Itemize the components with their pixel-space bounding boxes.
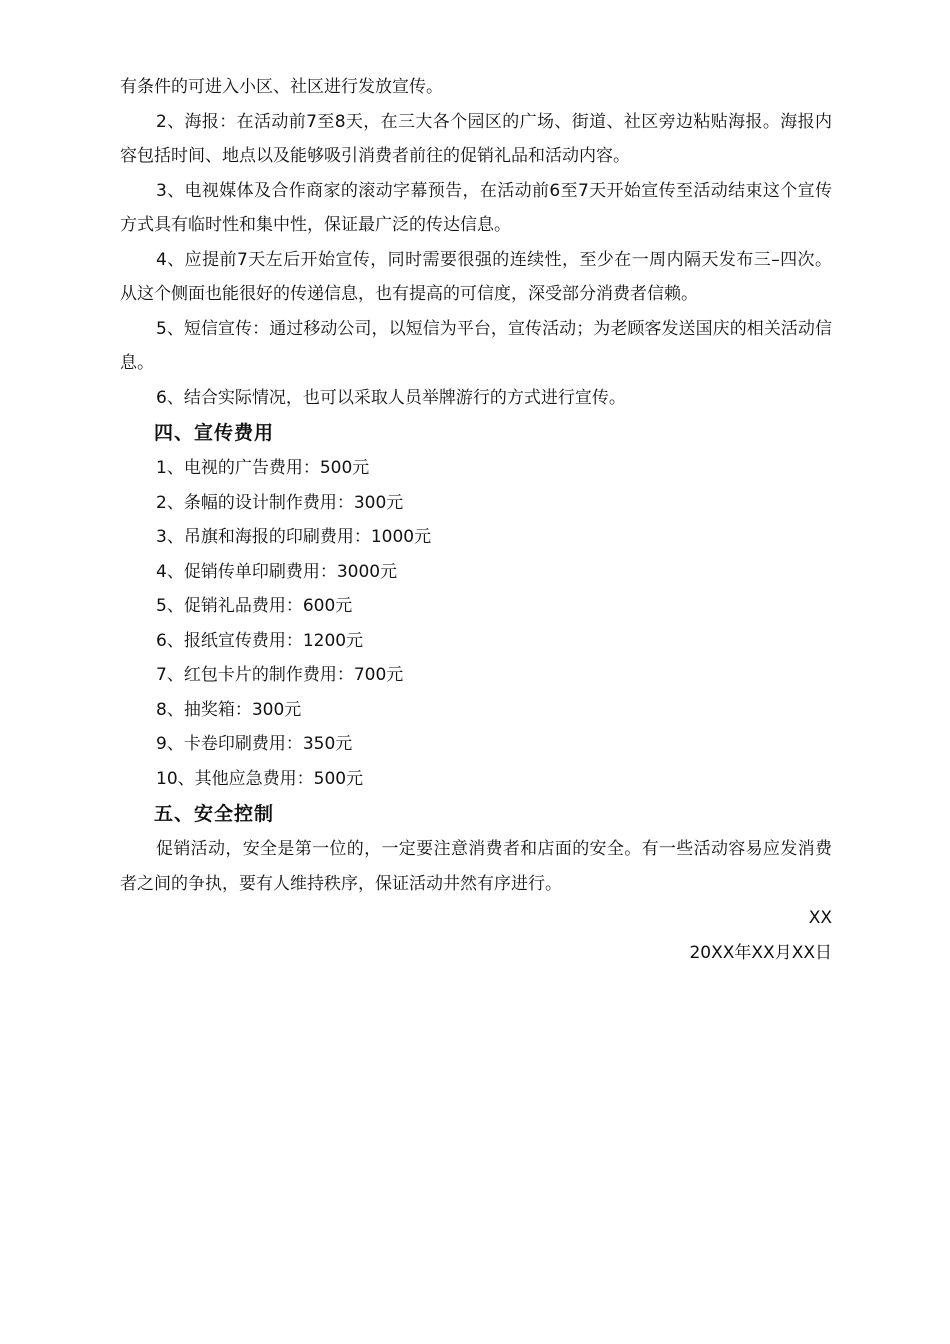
intro-continuation: 有条件的可进入小区、社区进行发放宣传。: [120, 77, 443, 97]
promo-item-poster: 2、海报：在活动前7至8天，在三大各个园区的广场、街道、社区旁边粘贴海报。海报内容包括时间、地点以及能够吸引消费者前往的促销礼品和活动内容。: [120, 111, 832, 166]
cost-item: 8、抽奖箱：300元: [156, 699, 302, 720]
signature-date: 20XX年XX月XX日: [689, 942, 832, 963]
cost-item: 4、促销传单印刷费用：3000元: [156, 561, 398, 582]
promo-item-sms: 5、短信宣传：通过移动公司，以短信为平台，宣传活动；为老顾客发送国庆的相关活动信息。: [120, 318, 832, 373]
document-page: [120, 70, 832, 970]
cost-list: [120, 451, 832, 796]
cost-item: 6、报纸宣传费用：1200元: [156, 630, 364, 651]
promo-item-parade: 6、结合实际情况，也可以采取人员举牌游行的方式进行宣传。: [156, 387, 626, 408]
signature-name: XX: [808, 908, 832, 928]
promo-item-tv: 3、电视媒体及合作商家的滚动字幕预告，在活动前6至7天开始宣传至活动结束这个宣传方式具有临时性和集中性，保证最广泛的传达信息。: [120, 180, 832, 235]
cost-item: 1、电视的广告费用：500元: [156, 458, 370, 478]
cost-item: 5、促销礼品费用：600元: [156, 596, 353, 616]
cost-item: 2、条幅的设计制作费用：300元: [156, 492, 404, 513]
section-heading-costs: 四、宣传费用: [154, 422, 275, 444]
section-heading-safety: 五、安全控制: [154, 803, 275, 825]
promo-item-timing: 4、应提前7天左后开始宣传，同时需要很强的连续性，至少在一周内隔天发布三–四次。从这个侧面也能很好的传递信息，也有提高的可信度，深受部分消费者信赖。: [120, 249, 832, 304]
cost-item: 3、吊旗和海报的印刷费用：1000元: [156, 527, 432, 547]
cost-item: 7、红包卡片的制作费用：700元: [156, 665, 404, 685]
safety-body: 促销活动，安全是第一位的，一定要注意消费者和店面的安全。有一些活动容易应发消费者之间的争执，要有人维持秩序，保证活动井然有序进行。: [120, 839, 832, 894]
cost-item: 10、其他应急费用：500元: [156, 768, 364, 789]
cost-item: 9、卡卷印刷费用：350元: [156, 734, 353, 754]
